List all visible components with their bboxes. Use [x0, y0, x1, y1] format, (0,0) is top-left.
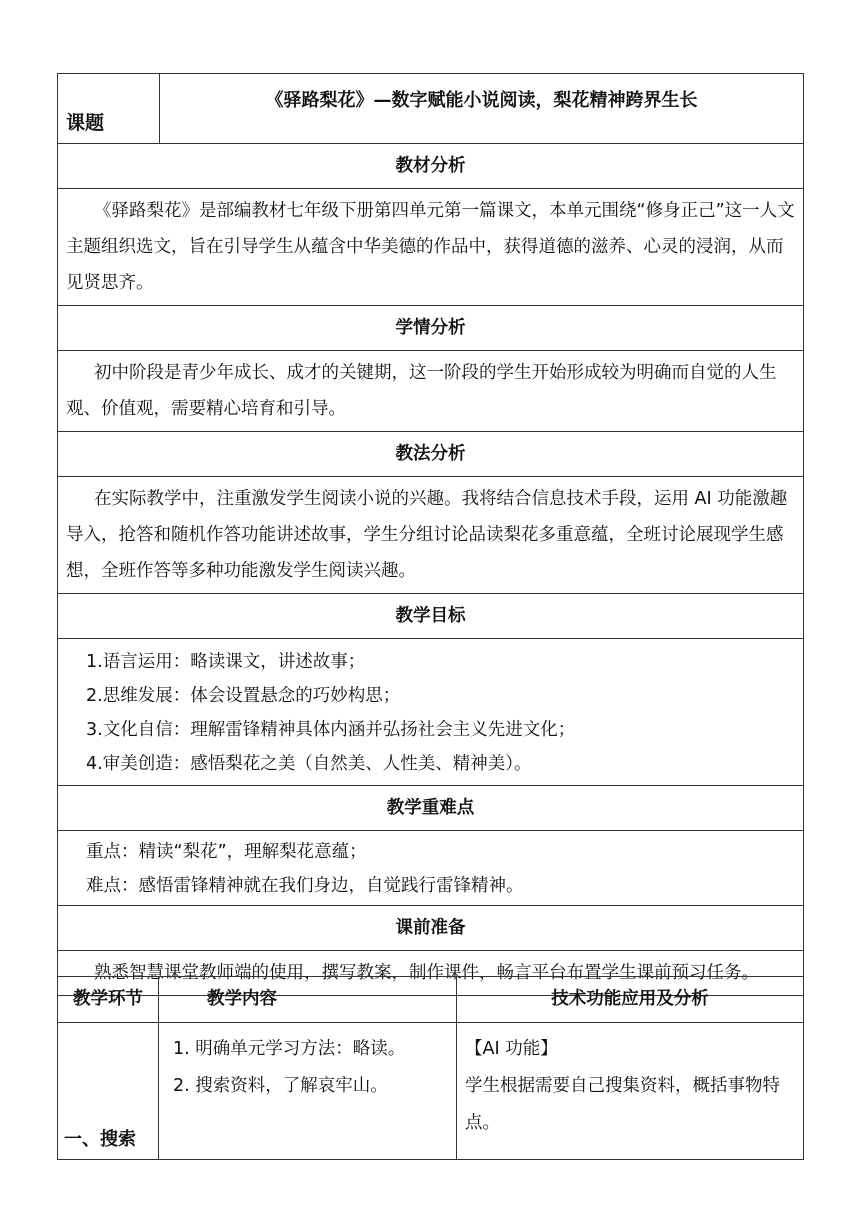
section-body-students	[58, 351, 804, 432]
lesson-plan-table	[57, 73, 804, 996]
column-header-stage: 教学环节	[58, 977, 159, 1023]
material-text: 《驿路梨花》是部编教材七年级下册第四单元第一篇课文，本单元围绕“修身正己”这一人文主题组织选文，旨在引导学生从蕴含中华美德的作品中，获得道德的滋养、心灵的浸润，从而见贤思齐。	[66, 201, 795, 293]
tech-cell	[457, 1023, 804, 1160]
section-body-goals	[58, 639, 804, 786]
goal-item: 1.语言运用：略读课文，讲述故事；	[86, 652, 366, 672]
key-point-item: 难点：感悟雷锋精神就在我们身边，自觉践行雷锋精神。	[86, 876, 524, 896]
title-label: 课题	[58, 74, 160, 144]
lesson-title: 《驿路梨花》—数字赋能小说阅读，梨花精神跨界生长	[160, 74, 804, 144]
section-heading-material: 教材分析	[58, 144, 804, 189]
section-heading-students: 学情分析	[58, 306, 804, 351]
stage-label: 一、搜索	[58, 1023, 159, 1160]
process-table-header-row	[58, 977, 804, 1023]
table-row	[58, 1023, 804, 1160]
column-header-tech: 技术功能应用及分析	[457, 977, 804, 1023]
key-point-item: 重点：精读“梨花”，理解梨花意蕴；	[86, 842, 367, 862]
goal-item: 4.审美创造：感悟梨花之美（自然美、人性美、精神美）。	[86, 754, 532, 774]
section-body-method	[58, 477, 804, 594]
tech-title: 【AI 功能】	[465, 1039, 558, 1059]
goal-item: 3.文化自信：理解雷锋精神具体内涵并弘扬社会主义先进文化；	[86, 720, 576, 740]
content-item: 1. 明确单元学习方法：略读。	[173, 1039, 406, 1059]
tech-text: 学生根据需要自己搜集资料，概括事物特点。	[465, 1076, 780, 1133]
column-header-content: 教学内容	[159, 977, 457, 1023]
content-cell	[159, 1023, 457, 1160]
process-table	[57, 976, 804, 1160]
preparation-text: 熟悉智慧课堂教师端的使用，撰写教案，制作课件，畅言平台布置学生课前预习任务。	[94, 963, 759, 983]
title-row	[58, 74, 804, 144]
section-heading-key-points: 教学重难点	[58, 786, 804, 831]
method-text: 在实际教学中，注重激发学生阅读小说的兴趣。我将结合信息技术手段，运用 AI 功能激趣导入，抢答和随机作答功能讲述故事，学生分组讨论品读梨花多重意蕴，全班讨论展现学生感想，全班作答等多种功能激发学生阅读兴趣。	[66, 489, 788, 581]
section-body-key-points	[58, 831, 804, 906]
content-item: 2. 搜索资料，了解哀牢山。	[173, 1076, 388, 1096]
section-heading-method: 教法分析	[58, 432, 804, 477]
section-heading-preparation: 课前准备	[58, 906, 804, 951]
section-body-material	[58, 189, 804, 306]
section-heading-goals: 教学目标	[58, 594, 804, 639]
students-text: 初中阶段是青少年成长、成才的关键期，这一阶段的学生开始形成较为明确而自觉的人生观、价值观，需要精心培育和引导。	[66, 363, 777, 419]
goal-item: 2.思维发展：体会设置悬念的巧妙构思；	[86, 686, 401, 706]
